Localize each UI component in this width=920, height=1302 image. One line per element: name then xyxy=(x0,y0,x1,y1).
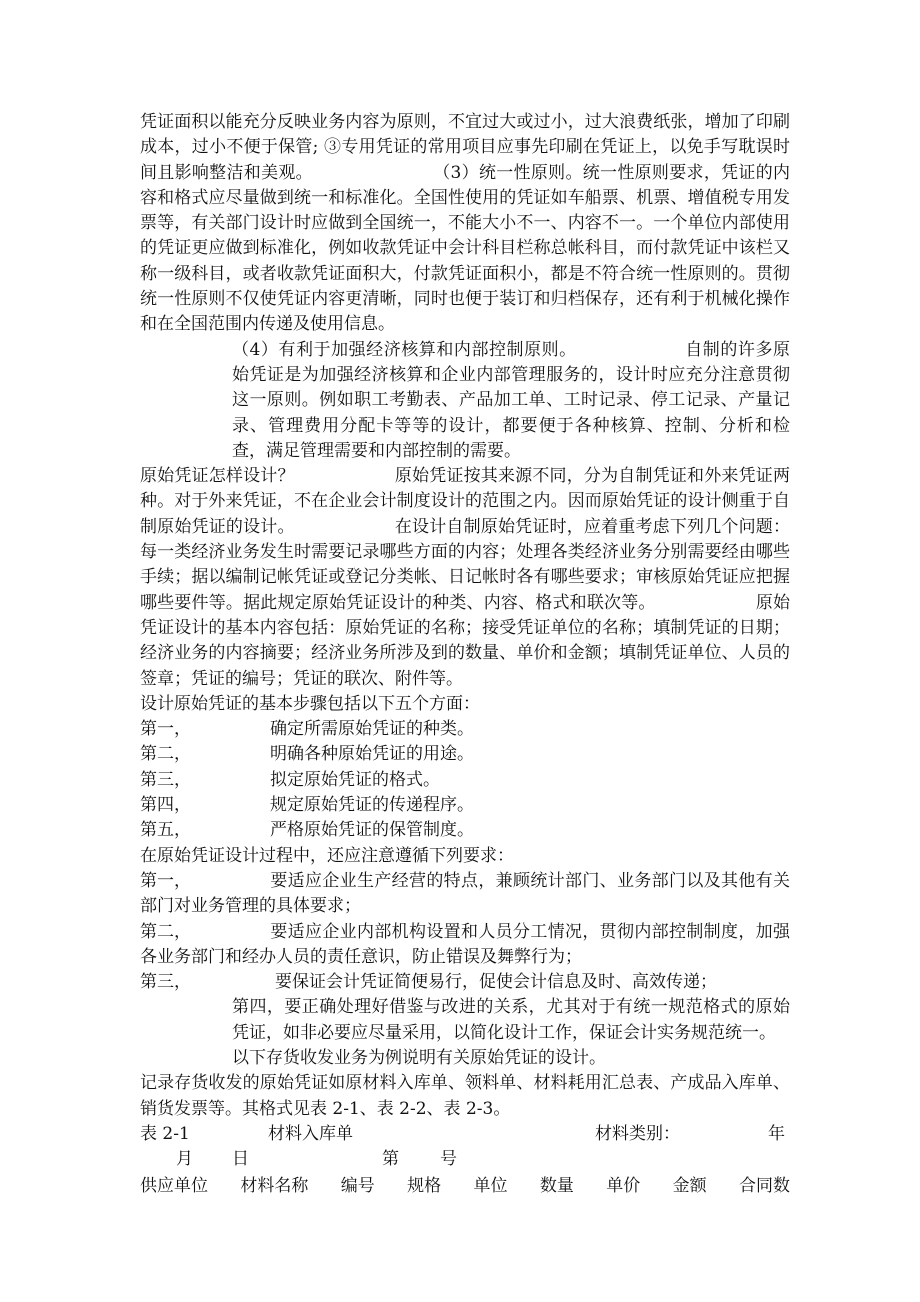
paragraph-steps-intro: 设计原始凭证的基本步骤包括以下五个方面： xyxy=(140,693,480,714)
paragraph-reference: 第四，要正确处理好借鉴与改进的关系，尤其对于有统一规范格式的原始凭证，如非必要应尽量采用，以简化设计工作，保证会计实务规范统一。 xyxy=(232,997,790,1043)
list-item: 第一， 要适应企业生产经营的特点，兼顾统计部门、业务部门以及其他有关部门对业务管理的具体要求； xyxy=(140,870,790,917)
paragraph-control-principle xyxy=(140,338,790,464)
column-header: 供应单位 xyxy=(140,1176,208,1197)
paragraph-text: 在设计自制原始凭证时，应着重考虑下列几个问题：每一类经济业务发生时需要记录哪些方面的内容；处理各类经济业务分别需要经由哪些手续；据以编制记帐凭证或登记分类帐、日记帐时各有哪些要求；审核原始凭证应把握哪些要件等。据此规定原始凭证设计的种类、内容、格式和联次等。 xyxy=(140,516,790,613)
paragraph-how-to-design xyxy=(140,464,790,692)
table-no-suffix: 号 xyxy=(440,1149,457,1170)
paragraph-heading: 原始凭证怎样设计？ xyxy=(140,466,295,487)
table-month: 月 xyxy=(176,1149,193,1170)
column-header: 合同数 xyxy=(739,1176,790,1197)
table-category: 材料类别： xyxy=(595,1123,680,1144)
table-title: 材料入库单 xyxy=(268,1123,353,1144)
column-header: 单价 xyxy=(606,1176,641,1197)
requirements-list xyxy=(140,869,790,995)
table-label: 表 2-1 xyxy=(140,1123,190,1144)
list-item: 第一， 确定所需原始凭证的种类。 xyxy=(140,719,474,740)
document-page xyxy=(140,110,790,1200)
column-header: 编号 xyxy=(340,1176,375,1197)
paragraph-requirements-intro: 在原始凭证设计过程中，还应注意遵循下列要求： xyxy=(140,845,514,866)
paragraph-text: 原始凭证按其来源不同，分为自制凭证和外来凭证两种。对于外来凭证，不在企业会计制度设计的范围之内。因而原始凭证的设计侧重于自制原始凭证的设计。 xyxy=(140,466,790,537)
list-item: 第五， 严格原始凭证的保管制度。 xyxy=(140,820,474,841)
table-no-prefix: 第 xyxy=(382,1149,399,1170)
paragraph-text: （3）统一性原则。统一性原则要求，凭证的内容和格式应尽量做到统一和标准化。全国性使用的凭证如车船票、机票、增值税专用发票等，有关部门设计时应做到全国统一，不能大小不一、内容不一。一个单位内部使用的凭证更应做到标准化，例如收款凭证中会计科目栏称总帐科目，而付款凭证中该栏又称一级科目，或者收款凭证面积大，付款凭证面积小，都是不符合统一性原则的。贯彻统一性原则不仅使凭证内容更清晰，同时也便于装订和归档保存，还有利于机械化操作和在全国范围内传递及使用信息。 xyxy=(140,162,790,335)
column-header: 金额 xyxy=(672,1176,707,1197)
paragraph-example-intro: 以下存货收发业务为例说明有关原始凭证的设计。 xyxy=(232,1047,606,1068)
paragraph-inventory: 记录存货收发的原始凭证如原材料入库单、领料单、材料耗用汇总表、产成品入库单、销货发票等。其格式见表 2-1、表 2-2、表 2-3。 xyxy=(140,1073,790,1119)
paragraph-text: （4）有利于加强经济核算和内部控制原则。 xyxy=(232,339,577,360)
column-header: 数量 xyxy=(539,1176,574,1197)
list-item: 第三， 要保证会计凭证简便易行，促使会计信息及时、高效传递； xyxy=(140,972,717,993)
list-item: 第四， 规定原始凭证的传递程序。 xyxy=(140,795,474,816)
list-item: 第三， 拟定原始凭证的格式。 xyxy=(140,769,440,790)
paragraph-principles xyxy=(140,110,790,338)
table-header xyxy=(140,1122,790,1200)
column-header: 规格 xyxy=(407,1176,442,1197)
column-header: 单位 xyxy=(473,1176,508,1197)
steps-list xyxy=(140,717,790,843)
paragraph-text: 凭证面积以能充分反映业务内容为原则，不宜过大或过小，过大浪费纸张，增加了印刷成本，过小不便于保管; ③专用凭证的常用项目应事先印刷在凭证上，以免手写耽误时间且影响整洁和美观。 xyxy=(140,112,790,183)
paragraph-text: 自制的许多原始凭证是为加强经济核算和企业内部管理服务的，设计时应充分注意贯彻这一原则。例如职工考勤表、产品加工单、工时记录、停工记录、产量记录、管理费用分配卡等等的设计，都要便于各种核算、控制、分析和检查，满足管理需要和内部控制的需要。 xyxy=(232,339,790,461)
table-columns xyxy=(140,1174,790,1199)
column-header: 材料名称 xyxy=(240,1176,309,1197)
table-day: 日 xyxy=(232,1149,249,1170)
paragraph-text: 原始凭证设计的基本内容包括：原始凭证的名称；接受凭证单位的名称；填制凭证的日期；经济业务的内容摘要；经济业务所涉及到的数量、单价和金额；填制凭证单位、人员的签章；凭证的编号；凭证的联次、附件等。 xyxy=(140,592,790,689)
list-item: 第二， 明确各种原始凭证的用途。 xyxy=(140,744,474,765)
list-item: 第二， 要适应企业内部机构设置和人员分工情况，贯彻内部控制制度，加强各业务部门和经办人员的责任意识，防止错误及舞弊行为； xyxy=(140,921,790,967)
table-year: 年 xyxy=(768,1123,785,1144)
